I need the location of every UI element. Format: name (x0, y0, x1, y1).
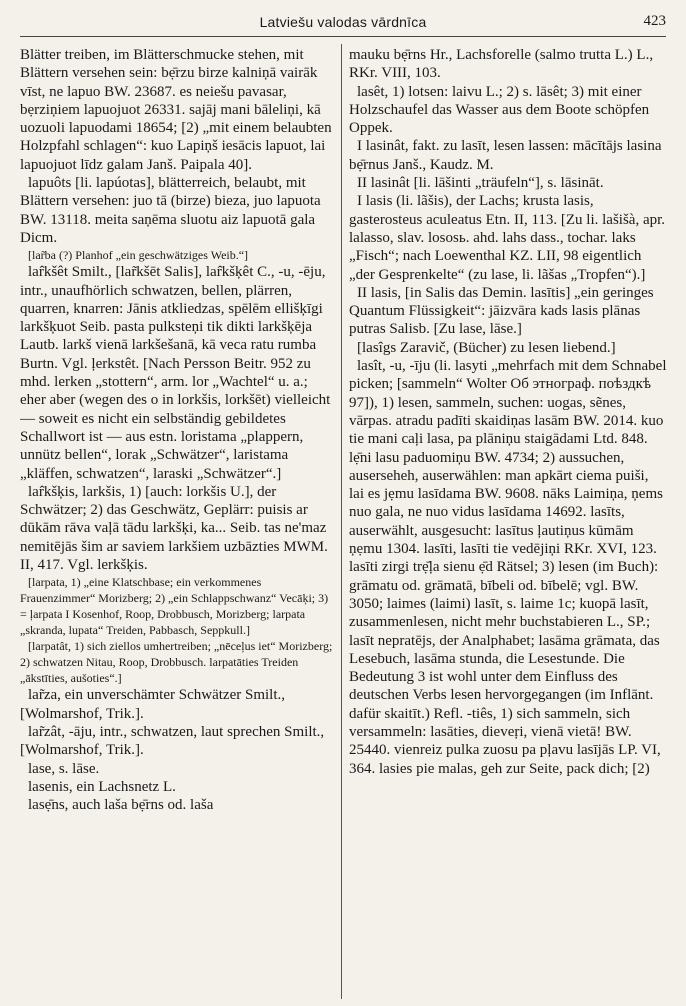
entry-lasit: lasît, -u, -īju (li. lasyti „mehrfach mit dem Schnabel picken; [sammeln“ Wolter Об этнограф. поѣздкѣ 97]), 1) lesen, sammeln, suchen: uogas, sẽnes, vārpas. atradu padīti skaidiņas lasām BW. 2014. kuo tie mani caļi lasa, pa plāniņu staigādami Ltd. 848. lẹ̄ni lasu paduomiņu BW. 4734; 2) aussuchen, auserseheh, auserwählen: man apkārt ciema puiši, lai es jẹmu lasīdama BW. 9608. nāks Laimiņa, ņems nuo gala, ne nuo vidus lasīdama 14692. lasīts, auserwählt, ausgesucht: lasītus ļautiņus kūmām ņẹmu 1304. lasīti, lasīti tie vedējiņi RKr. XVI, 123. lasīti zirgi trẹ̄ļa sienu ẹ̄d Rätsel; 3) lesen (im Buch): grāmatu od. grāmatā, bībeli od. bībelē; vgl. BW. 3050; laimes (laimi) lasīt, s. laime 1c; kuopā lasīt, zusammenlesen, nicht mehr buchstabieren L., SP.; lasīt nepratējs, der Analphabet; lasāma grāmata, das Lesebuch, lasāma stunda, die Lesestunde. Die Bedeutung 3 ist wohl unter dem Einfluss des deutschen Verbs lesen hervorgegangen (im Inflānt. dafür skaitīt.) Refl. -tiês, 1) sich sammeln, sich versammeln: lasāties, dieveŗi, vienā vietā! BW. 25440. vienreiz pulka zuosu pa pļavu lasījās LP. VI, 364. lasies pie malas, geh zur Seite, pack dich; [2) (349, 358, 667, 777)
entry-laset: lasêt, 1) lotsen: laivu L.; 2) s. lāsêt; 3) mit einer Holzschaufel das Wasser aus dem Boote schöpfen Oppek. (349, 83, 650, 137)
entry-lapuots: lapuôts [li. lapúotas], blätterreich, belaubt, mit Blättern versehen: juo tā (birze) bieza, juo lapuota BW. 13118. meita saņēma sluotu aiz lapuotā gala Dicm. (20, 175, 321, 246)
entry-larba: [lar̃ba (?) Planhof „ein geschwätziges Weib.“] (28, 248, 249, 263)
entry-larza: lar̃za, ein unverschämter Schwätzer Smilt., [Wolmarshof, Trik.]. (20, 687, 285, 722)
entry-paragraph: Blätter treiben, im Blätterschmucke stehen, mit Blättern versehen sein: bẹ̄rzu birze kalniņā vairāk vīst, ne lapuo BW. 23687. es neiešu pavasar, bẹrziņiem lapuojuot 26331. sajāj mani bāleliņi, kā uozuoli lapuodami 18654; [2) „mit einem belaubten Holzpfahl schlagen“: kuo Lapiņš iesācis lapuot, lai lapuojuot līdz galam Janš. Paipala 40]. (20, 47, 332, 173)
entry-larpata: [larpata, 1) „eine Klatschbase; ein verkommenes Frauenzimmer“ Morizberg; 2) „ein Schlappschwanz“ Vecāķi; 3) = ļarpata I Kosenhof, Roop, Drobbusch, Morizberg; larpata „skranda, lupata“ Treiden, Pabbasch, Seppkull.] (20, 575, 329, 638)
entry-lasinat-2: II lasinât [li. lāšinti „träufeln“], s. lāsināt. (357, 175, 604, 192)
entry-larzat: lar̃zât, -āju, intr., schwatzen, laut sprechen Smilt., [Wolmarshof, Trik.]. (20, 723, 325, 759)
entry-lasis-1: I lasis (li. lãšis), der Lachs; krusta lasis, gasterosteus aculeatus Etn. II, 113. [Zu li. lašišà, apr. lalasso, slav. lososь. ahd. lahs dass., tochar. laks „Fisch“; nach Loewenthal KZ. LII, 98 eigentlich „der Gesprenkelte“ (zu lase, li. lãšas „Tropfen“).] (349, 193, 666, 283)
page-header (20, 8, 666, 37)
page-number: 423 (643, 13, 666, 29)
entry-lasinat-1: I lasinât, fakt. zu lasīt, lesen lassen: mācītājs lasina bẹ̄rnus Janš., Kaudz. M. (349, 138, 662, 173)
running-title: Latviešu valodas vārdnīca (259, 14, 427, 30)
entry-lasens: lasẹ̄ns, auch laša bẹ̄rns od. laša (28, 797, 214, 814)
entry-lasigs: [lasîgs Zaravič, (Bücher) zu lesen liebend.] (357, 339, 616, 356)
entry-lase: lase, s. lāse. (28, 760, 100, 777)
column-divider (341, 44, 342, 999)
entry-larksket: lar̂kšêt Smilt., [lar̃kšēt Salis], lar̂kšķêt C., -u, -ēju, intr., unaufhörlich schwatzen, bellen, plärren, quarren, knarren: Jānis atkliedzas, spēlēm ellišķīgi larkšķuot Seib. pasta pulksteņi tik dikti larkšķēja Lautb. larkš vienā larkšešanā, kā veca ratu rumba Burtn. Vgl. ļerkstêt. [Nach Persson Beitr. 952 zu mhd. lerken „stottern“, arm. lor „Wachtel“ u. a.; eher aber (wegen des o in lorkšis, lorkšēt) vielleicht — soweit es nicht ein selbständig gebildetes Schallwort ist — aus estn. loristama „plappern, unnütz bellen“, lorak „Schwätzer“, laristama „kläffen, schwatzen“, laraski „Schwätzer“.] (20, 264, 331, 482)
entry-larkskis: lar̂kšķis, larkšis, 1) [auch: lorkšis U.], der Schwätzer; 2) das Geschwätz, Geplärr: puisis ar dūkām rāva vaļā tādu larkšķi, ka... Seib. tas ne'maz nemitējās šim ar saviem larkšiem uzbāzties MWM. II, 417. Vgl. lerkšķis. (20, 483, 328, 574)
entry-lasis-2: II lasis, [in Salis das Demin. lasītis] „ein geringes Quantum Flüssigkeit“: jāizvāra kads lasis plānas putras Salisb. [Zu lase, lāse.] (349, 284, 654, 338)
entry-larpatat: [larpatât, 1) sich ziellos umhertreiben; „nēceļus iet“ Morizberg; 2) schwatzen Nitau, Roop, Drobbusch. larpatāties Treiden „ākstīties, aušoties“.] (20, 639, 333, 686)
left-column (20, 46, 335, 1001)
entry-continuation: mauku bẹ̄rns Hr., Lachsforelle (salmo trutta L.) L., RKr. VIII, 103. (349, 47, 654, 82)
entry-lasenis: lasenis, ein Lachsnetz L. (28, 778, 176, 795)
right-column (349, 46, 667, 1001)
